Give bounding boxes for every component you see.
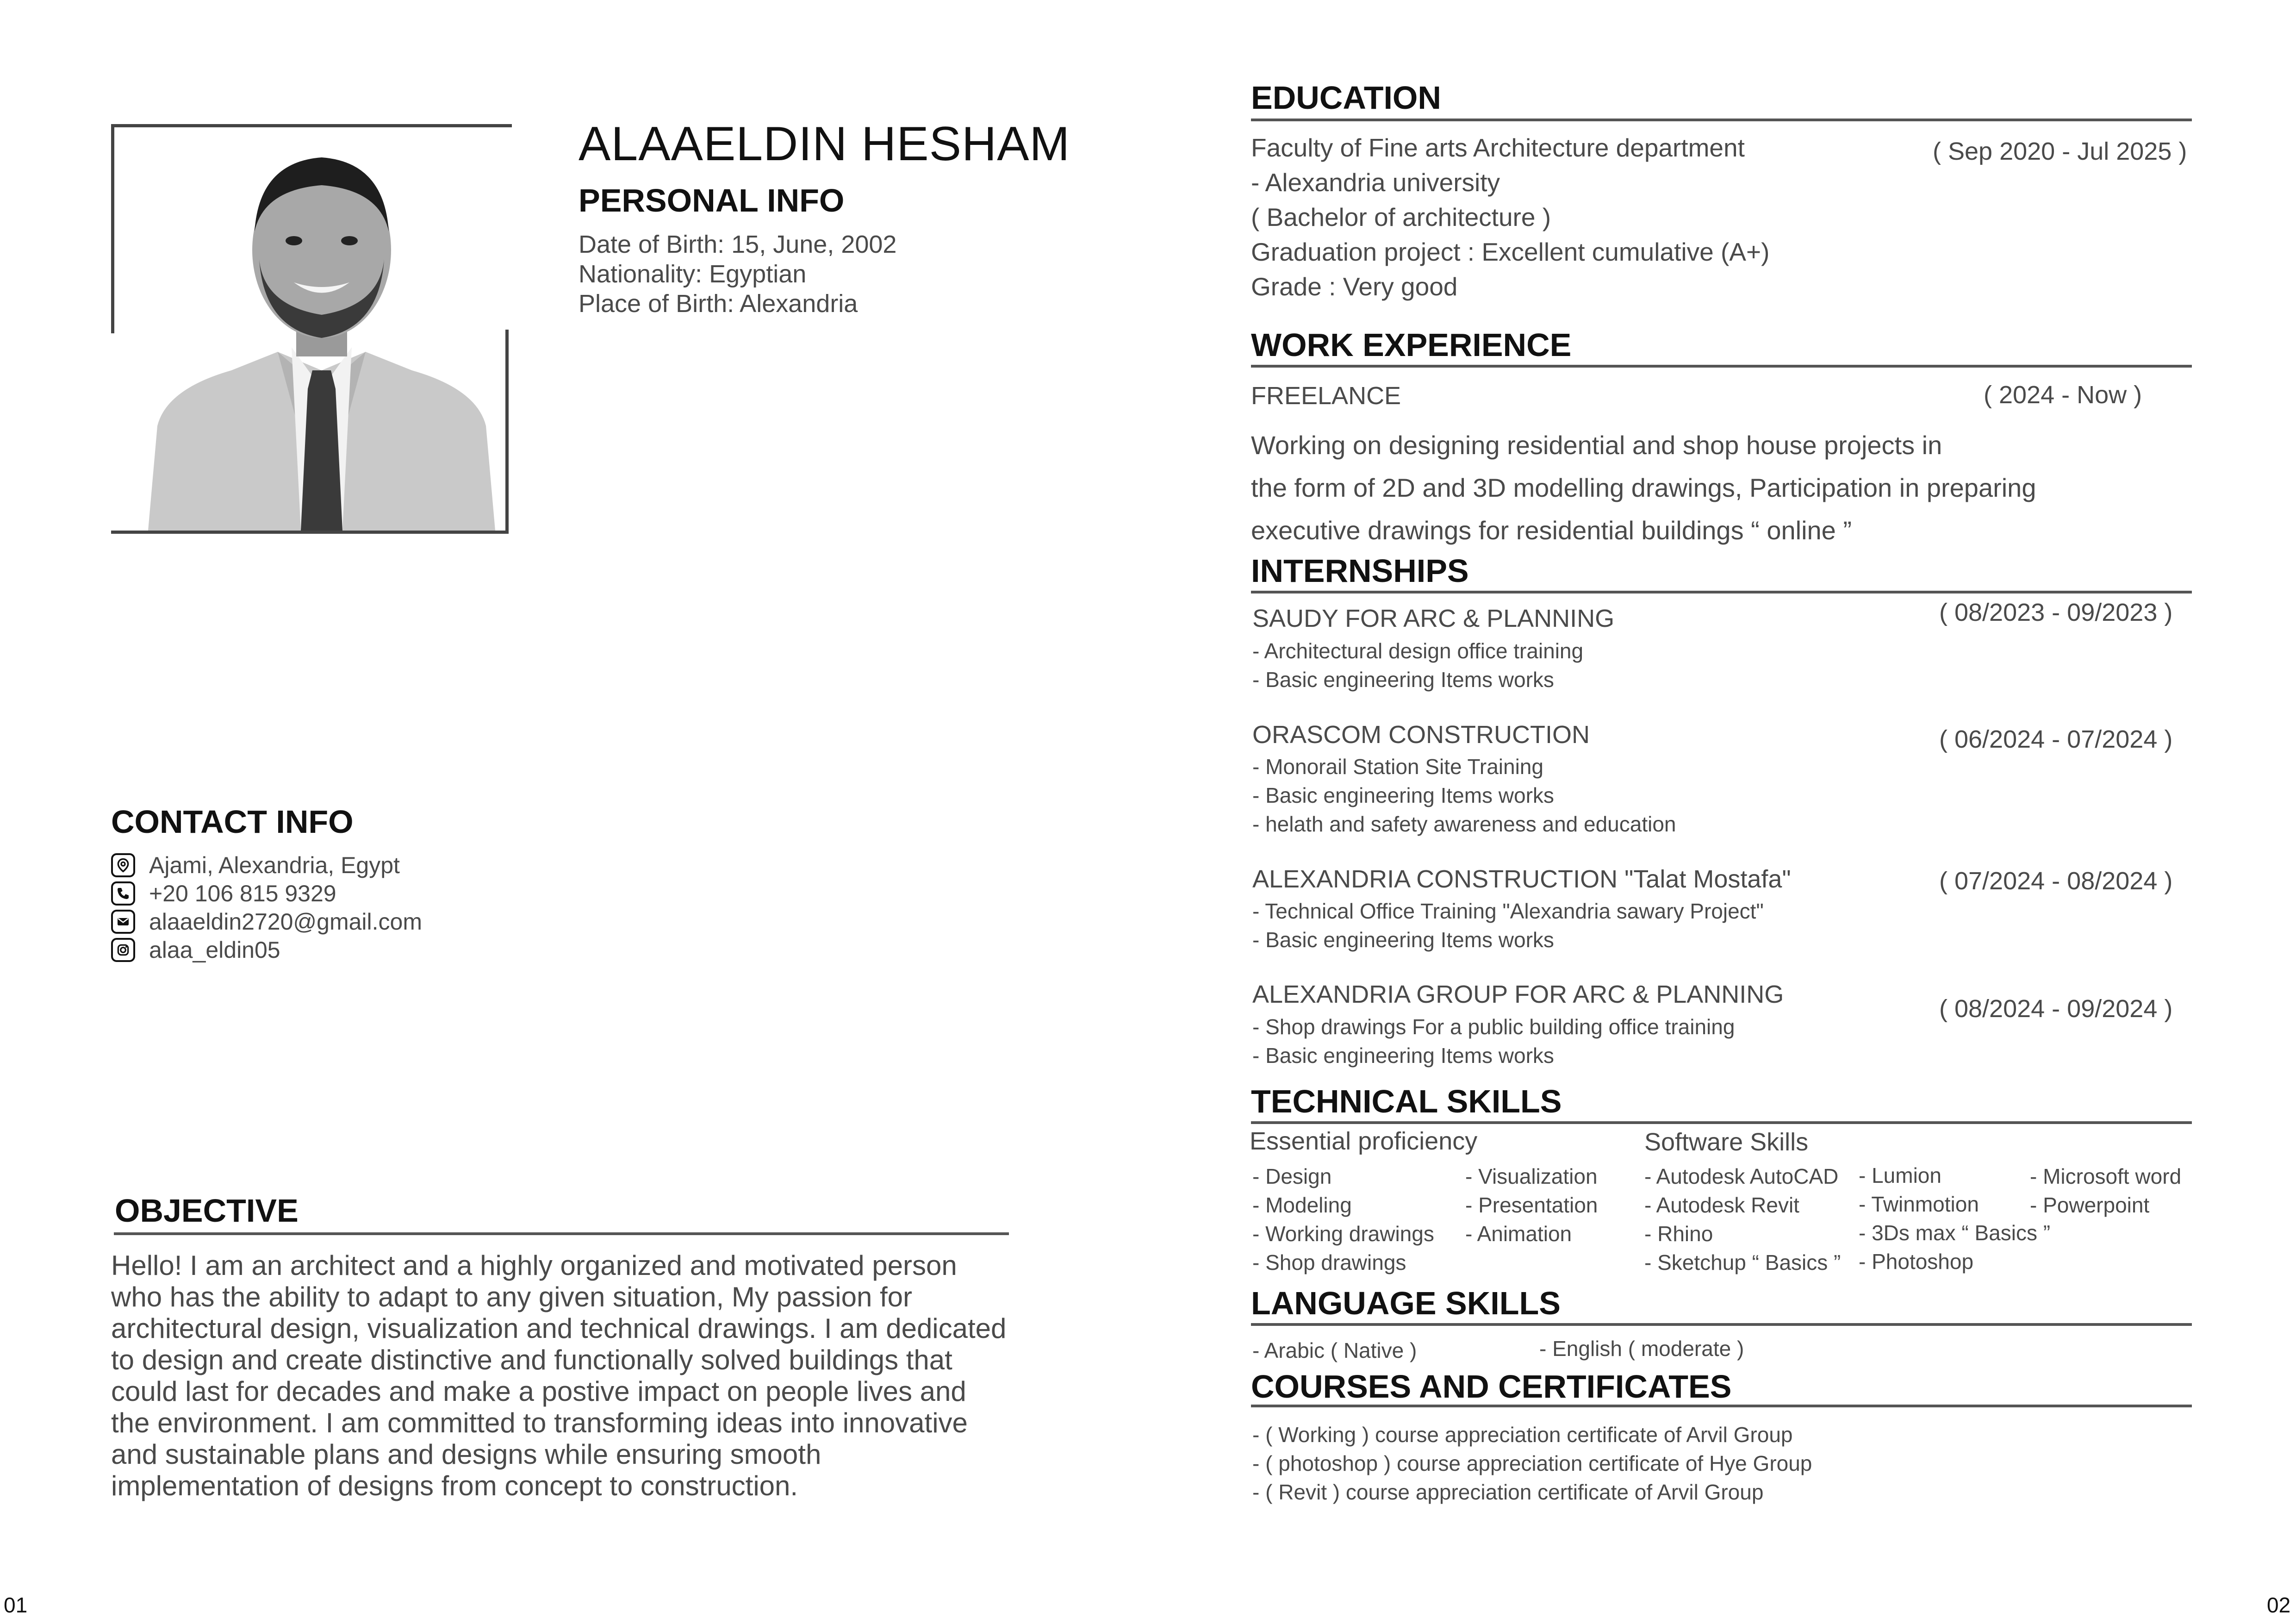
education-line: Grade : Very good: [1251, 272, 1458, 301]
skill-item: - Rhino: [1644, 1222, 1713, 1246]
skill-item: - Working drawings: [1252, 1222, 1434, 1246]
internship-details: [1252, 897, 1764, 954]
objective-divider: [114, 1232, 1009, 1235]
course-item: - ( Revit ) course appreciation certificate of Arvil Group: [1252, 1480, 1764, 1504]
phone-text[interactable]: +20 106 815 9329: [149, 880, 336, 906]
language-arabic: - Arabic ( Native ): [1252, 1338, 1417, 1362]
software-skills-col3: [2030, 1162, 2181, 1219]
essential-skills-col1: [1252, 1162, 1434, 1277]
internship-title: ORASCOM CONSTRUCTION: [1252, 721, 1590, 749]
education-line: - Alexandria university: [1251, 168, 1500, 197]
internship-detail: - Monorail Station Site Training: [1252, 755, 1543, 779]
objective-text: Hello! I am an architect and a highly organized and motivated person who has the ability to adapt to any given situation, My passion for architectural design, visualization and technical drawings. I am dedicated to design and create distinctive and functionally solved buildings that could last for decades and make a postive impact on people lives and the environment. I am committed to transforming ideas into innovative and sustainable plans and designs while ensuring smooth implementation of designs from concept to construction.: [111, 1250, 1007, 1501]
skill-item: - Autodesk AutoCAD: [1644, 1164, 1839, 1188]
instagram-icon: [111, 938, 135, 962]
contact-email: [111, 907, 422, 936]
skill-item: - Autodesk Revit: [1644, 1193, 1799, 1217]
course-item: - ( Working ) course appreciation certificate of Arvil Group: [1252, 1423, 1793, 1447]
work-title: FREELANCE: [1251, 382, 1401, 410]
address-text: Ajami, Alexandria, Egypt: [149, 852, 400, 878]
photo-frame-left: [111, 124, 114, 333]
internship-detail: - Basic engineering Items works: [1252, 928, 1554, 952]
page-number-left: 01: [4, 1593, 28, 1617]
skill-item: - Twinmotion: [1859, 1192, 1979, 1216]
education-line: Graduation project : Excellent cumulative (A+): [1251, 237, 1770, 266]
skill-item: - Presentation: [1465, 1193, 1598, 1217]
personal-info-heading: PERSONAL INFO: [579, 182, 845, 219]
page-number-right: 02: [2267, 1593, 2291, 1617]
contact-instagram: [111, 936, 422, 964]
internship-date: ( 07/2024 - 08/2024 ): [1939, 867, 2173, 895]
internships-divider: [1251, 591, 2192, 593]
internships-heading: INTERNSHIPS: [1251, 553, 1469, 589]
contact-info-list: [111, 851, 422, 964]
objective-heading: OBJECTIVE: [115, 1193, 299, 1229]
language-skills-heading: LANGUAGE SKILLS: [1251, 1285, 1561, 1321]
work-line: the form of 2D and 3D modelling drawings, Participation in preparing: [1251, 473, 2036, 502]
mail-icon: [111, 910, 135, 934]
education-details: [1251, 131, 1769, 304]
software-skills-col1: [1644, 1162, 1841, 1277]
personal-info-list: [579, 230, 896, 319]
profile-photo: [139, 130, 504, 531]
candidate-name: ALAAELDIN HESHAM: [579, 117, 1070, 171]
internship-detail: - Technical Office Training "Alexandria sawary Project": [1252, 899, 1764, 923]
contact-address: [111, 851, 422, 879]
work-description: [1251, 424, 2036, 552]
internship-date: ( 06/2024 - 07/2024 ): [1939, 725, 2173, 753]
work-experience-heading: WORK EXPERIENCE: [1251, 327, 1572, 363]
skill-item: - Powerpoint: [2030, 1193, 2150, 1217]
internship-detail: - helath and safety awareness and education: [1252, 812, 1676, 836]
skill-item: - Photoshop: [1859, 1249, 1974, 1274]
internship-detail: - Basic engineering Items works: [1252, 1043, 1554, 1068]
internship-detail: - Basic engineering Items works: [1252, 668, 1554, 692]
technical-skills-heading: TECHNICAL SKILLS: [1251, 1083, 1562, 1119]
education-divider: [1251, 119, 2192, 121]
internship-date: ( 08/2024 - 09/2024 ): [1939, 995, 2173, 1023]
technical-skills-divider: [1251, 1121, 2192, 1124]
work-line: Working on designing residential and shop house projects in: [1251, 431, 1942, 460]
courses-heading: COURSES AND CERTIFICATES: [1251, 1368, 1732, 1405]
phone-icon: [111, 881, 135, 906]
language-skills-divider: [1251, 1323, 2192, 1326]
skill-item: - Sketchup “ Basics ”: [1644, 1250, 1841, 1274]
email-text[interactable]: alaaeldin2720@gmail.com: [149, 908, 422, 935]
internship-date: ( 08/2023 - 09/2023 ): [1939, 599, 2173, 626]
internship-title: ALEXANDRIA CONSTRUCTION "Talat Mostafa": [1252, 865, 1791, 893]
internship-details: [1252, 1012, 1735, 1070]
skill-item: - Animation: [1465, 1222, 1572, 1246]
location-icon: [111, 853, 135, 877]
instagram-text[interactable]: alaa_eldin05: [149, 937, 280, 963]
contact-phone: [111, 879, 422, 907]
nationality: Nationality: Egyptian: [579, 260, 807, 288]
skill-item: - 3Ds max “ Basics ”: [1859, 1221, 2051, 1245]
education-line: Faculty of Fine arts Architecture department: [1251, 133, 1745, 162]
education-line: ( Bachelor of architecture ): [1251, 203, 1551, 231]
language-english: - English ( moderate ): [1539, 1337, 1744, 1361]
software-skills-heading: Software Skills: [1644, 1128, 1809, 1156]
skill-item: - Modeling: [1252, 1193, 1352, 1217]
work-line: executive drawings for residential buildings “ online ”: [1251, 516, 1852, 545]
photo-frame-top: [111, 124, 512, 127]
essential-proficiency-heading: Essential proficiency: [1250, 1127, 1478, 1155]
contact-info-heading: CONTACT INFO: [111, 804, 354, 840]
photo-frame-bottom: [111, 531, 509, 534]
essential-skills-col2: [1465, 1162, 1598, 1248]
date-of-birth: Date of Birth: 15, June, 2002: [579, 231, 897, 258]
skill-item: - Visualization: [1465, 1164, 1598, 1188]
photo-frame-right: [505, 330, 509, 533]
work-date: ( 2024 - Now ): [1984, 381, 2142, 409]
skill-item: - Shop drawings: [1252, 1250, 1406, 1274]
software-skills-col2: [1859, 1161, 2050, 1276]
education-date: ( Sep 2020 - Jul 2025 ): [1933, 137, 2187, 165]
skill-item: - Microsoft word: [2030, 1164, 2182, 1188]
internship-details: [1252, 752, 1676, 838]
internship-title: ALEXANDRIA GROUP FOR ARC & PLANNING: [1252, 981, 1784, 1008]
skill-item: - Design: [1252, 1164, 1332, 1188]
skill-item: - Lumion: [1859, 1163, 1941, 1187]
course-item: - ( photoshop ) course appreciation certificate of Hye Group: [1252, 1451, 1812, 1475]
internship-detail: - Architectural design office training: [1252, 639, 1584, 663]
courses-divider: [1251, 1405, 2192, 1407]
internship-detail: - Shop drawings For a public building office training: [1252, 1015, 1735, 1039]
work-experience-divider: [1251, 365, 2192, 368]
place-of-birth: Place of Birth: Alexandria: [579, 290, 858, 318]
courses-list: [1252, 1420, 1812, 1506]
internship-detail: - Basic engineering Items works: [1252, 783, 1554, 807]
internship-title: SAUDY FOR ARC & PLANNING: [1252, 605, 1615, 632]
education-heading: EDUCATION: [1251, 80, 1441, 116]
internship-details: [1252, 637, 1583, 694]
